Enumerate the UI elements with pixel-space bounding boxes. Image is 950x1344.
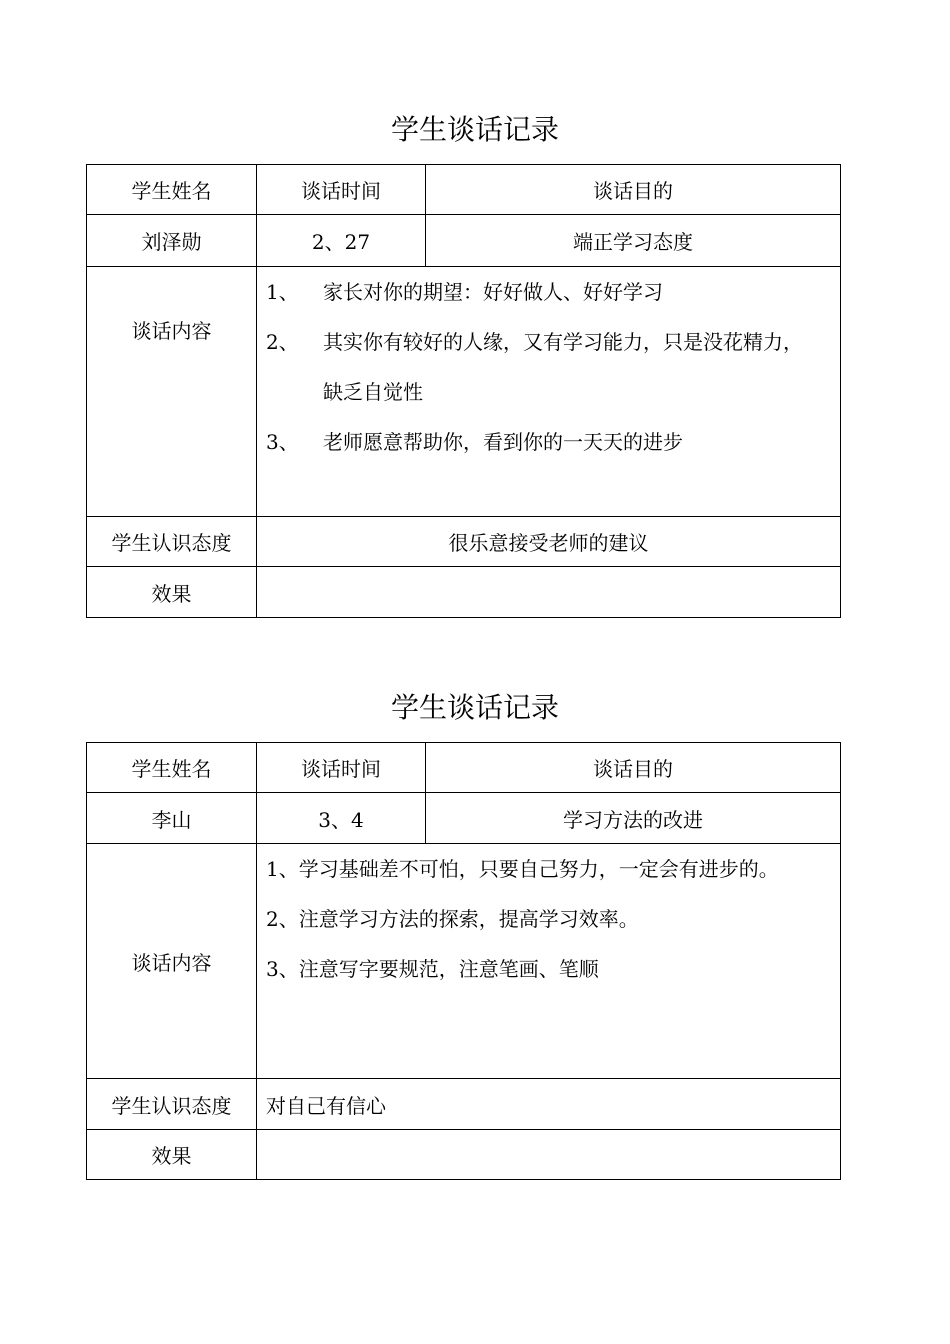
content-item-2-continued: 缺乏自觉性 — [323, 380, 423, 404]
content-label: 谈话内容 — [87, 267, 257, 517]
header-student-name: 学生姓名 — [87, 165, 257, 215]
record-1-table — [86, 164, 841, 618]
effect-label: 效果 — [87, 1130, 257, 1180]
info-row — [87, 793, 841, 844]
header-row — [87, 743, 841, 793]
talk-purpose: 端正学习态度 — [426, 215, 841, 267]
header-student-name: 学生姓名 — [87, 743, 257, 793]
content-item-2: 2、注意学习方法的探索，提高学习效率。 — [266, 907, 639, 931]
content-row — [87, 844, 841, 1079]
effect-value — [257, 1130, 841, 1180]
effect-row — [87, 567, 841, 618]
header-talk-purpose: 谈话目的 — [426, 165, 841, 215]
attitude-value: 很乐意接受老师的建议 — [257, 517, 841, 567]
attitude-row — [87, 517, 841, 567]
student-name: 刘泽勋 — [87, 215, 257, 267]
header-talk-time: 谈话时间 — [257, 743, 426, 793]
talk-time: 3、4 — [257, 793, 426, 844]
content-row — [87, 267, 841, 517]
talk-purpose: 学习方法的改进 — [426, 793, 841, 844]
header-talk-purpose: 谈话目的 — [426, 743, 841, 793]
record-2-table — [86, 742, 841, 1180]
content-label: 谈话内容 — [87, 844, 257, 1079]
attitude-label: 学生认识态度 — [87, 1079, 257, 1130]
content-item-1: 1、 家长对你的期望：好好做人、好好学习 — [266, 280, 663, 304]
content-cell — [257, 844, 841, 1079]
student-name: 李山 — [87, 793, 257, 844]
effect-row — [87, 1130, 841, 1180]
talk-time: 2、27 — [257, 215, 426, 267]
content-item-3: 3、 老师愿意帮助你，看到你的一天天的进步 — [266, 430, 683, 454]
content-item-2: 2、 其实你有较好的人缘，又有学习能力，只是没花精力， — [266, 330, 803, 354]
info-row — [87, 215, 841, 267]
attitude-label: 学生认识态度 — [87, 517, 257, 567]
attitude-row — [87, 1079, 841, 1130]
content-cell — [257, 267, 841, 517]
record-1-title: 学生谈话记录 — [390, 113, 559, 146]
content-item-3: 3、注意写字要规范，注意笔画、笔顺 — [266, 957, 599, 981]
header-row — [87, 165, 841, 215]
attitude-value: 对自己有信心 — [257, 1079, 841, 1130]
header-talk-time: 谈话时间 — [257, 165, 426, 215]
content-item-1: 1、学习基础差不可怕，只要自己努力，一定会有进步的。 — [266, 857, 779, 881]
effect-label: 效果 — [87, 567, 257, 618]
effect-value — [257, 567, 841, 618]
record-2-title: 学生谈话记录 — [390, 691, 559, 724]
